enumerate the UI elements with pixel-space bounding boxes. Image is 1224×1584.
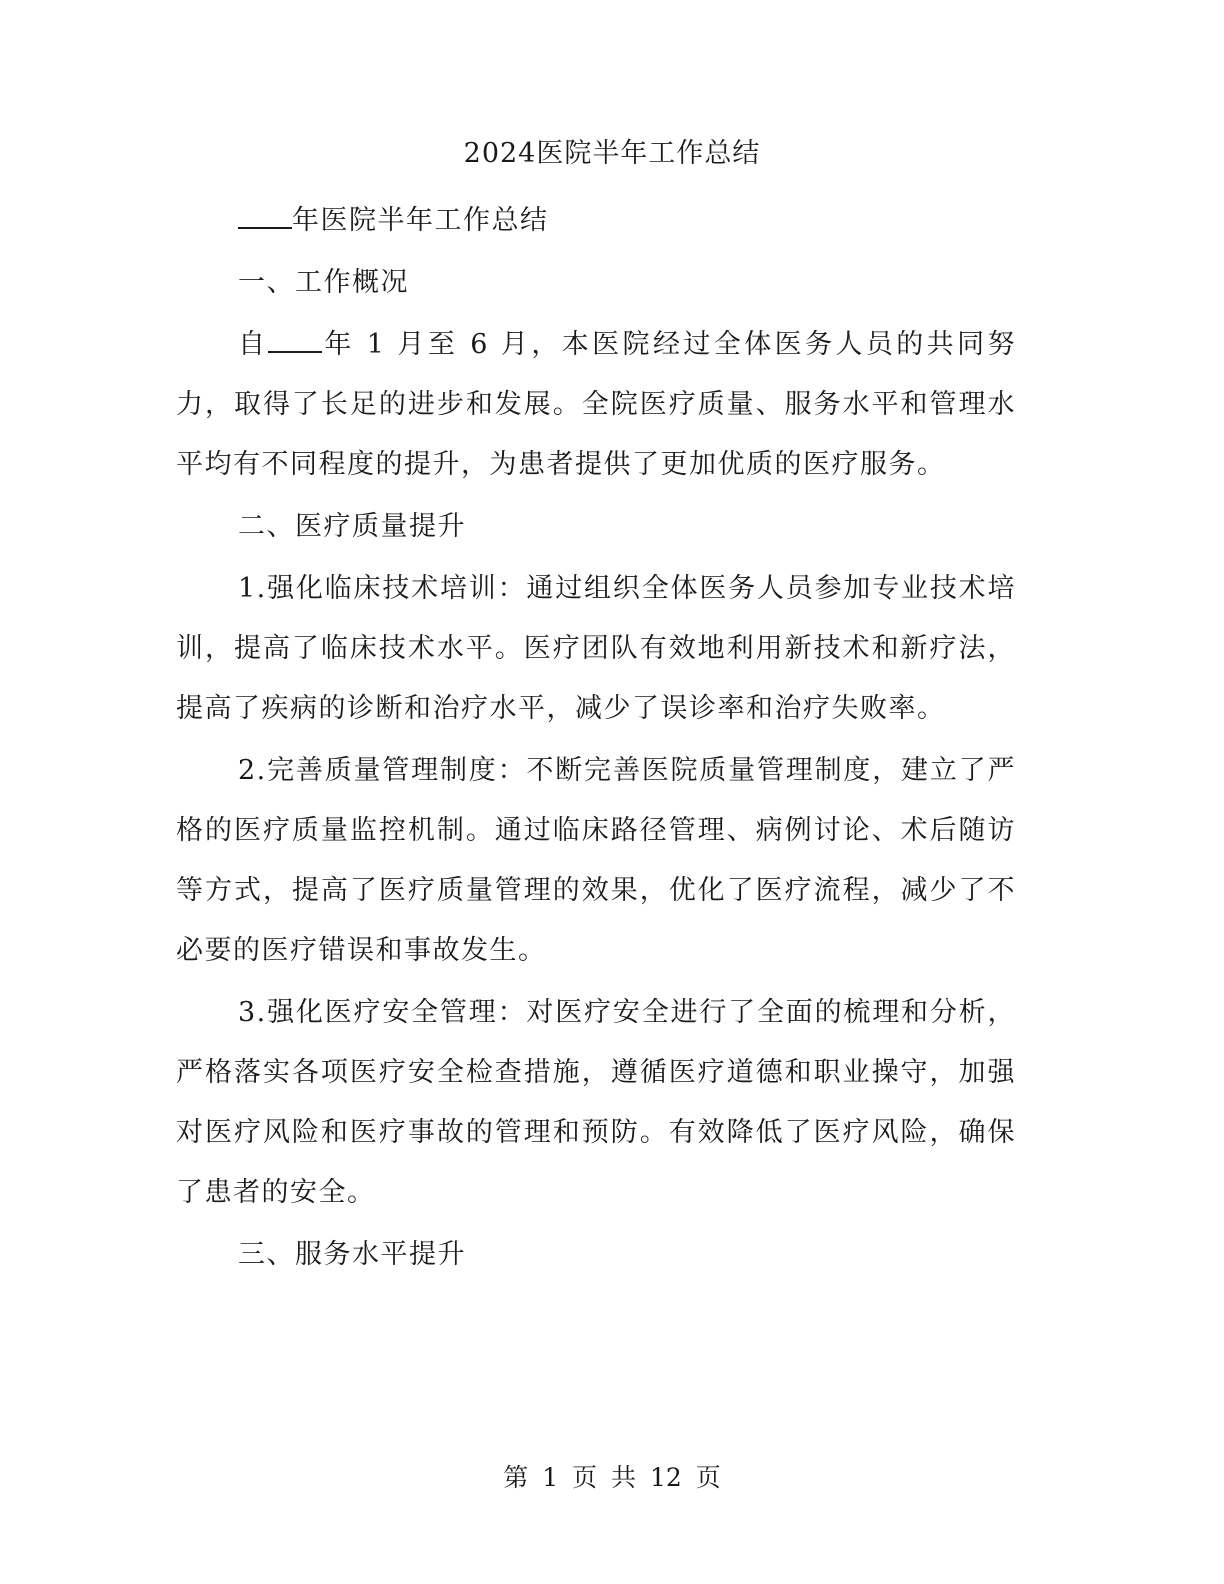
quality-item-safety: 3.强化医疗安全管理：对医疗安全进行了全面的梳理和分析，严格落实各项医疗安全检查措施，遵循医疗道德和职业操守，加强对医疗风险和医疗事故的管理和预防。有效降低了医疗风险，确保了患者的安全。: [176, 997, 1016, 1208]
quality-item-management: 2.完善质量管理制度：不断完善医院质量管理制度，建立了严格的医疗质量监控机制。通过临床路径管理、病例讨论、术后随访等方式，提高了医疗质量管理的效果，优化了医疗流程，减少了不必要的医疗错误和事故发生。: [176, 755, 1016, 966]
document-body: [176, 191, 1016, 1287]
fill-in-blank: [268, 323, 322, 353]
quality-item-training: 1.强化临床技术培训：通过组织全体医务人员参加专业技术培训，提高了临床技术水平。医疗团队有效地利用新技术和新疗法，提高了疾病的诊断和治疗水平，减少了误诊率和治疗失败率。: [176, 573, 1016, 724]
section-heading-quality: 二、医疗质量提升: [238, 511, 466, 542]
section-heading-overview: 一、工作概况: [238, 267, 409, 298]
overview-paragraph-text: 年 1 月至 6 月，本医院经过全体医务人员的共同努力，取得了长足的进步和发展。全院医疗质量、服务水平和管理水平均有不同程度的提升，为患者提供了更加优质的医疗服务。: [176, 329, 1017, 480]
overview-paragraph: [176, 315, 1016, 495]
overview-paragraph-start: 自: [238, 329, 269, 360]
page-footer: 第 1 页 共 12 页: [503, 1463, 721, 1492]
section-heading-service: 三、服务水平提升: [238, 1239, 466, 1270]
document-title: 2024医院半年工作总结: [463, 138, 761, 169]
fill-in-blank: [238, 199, 292, 229]
subtitle-line: [176, 191, 1016, 251]
subtitle-text: 年医院半年工作总结: [292, 205, 549, 236]
